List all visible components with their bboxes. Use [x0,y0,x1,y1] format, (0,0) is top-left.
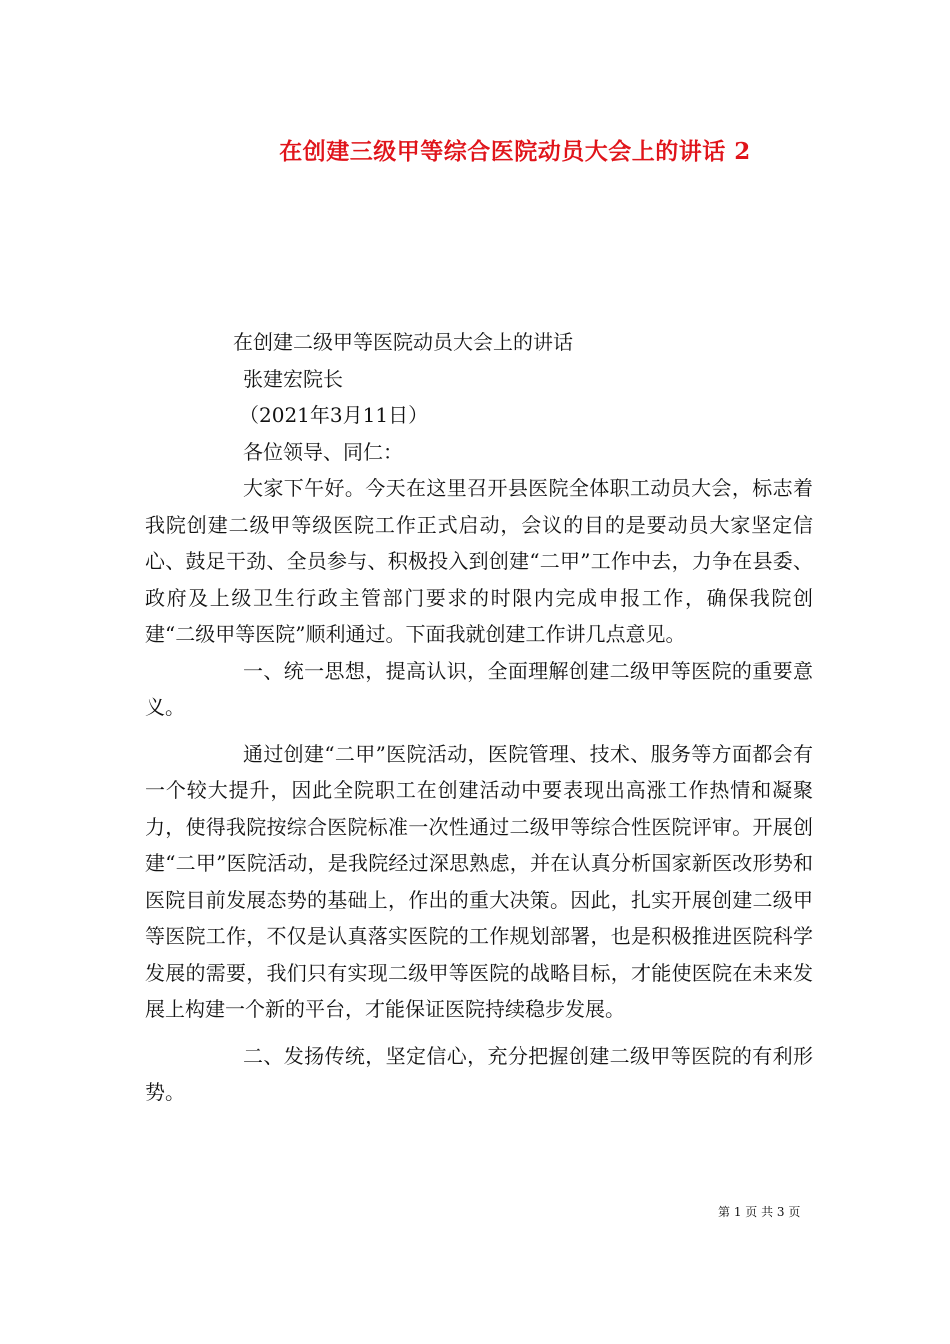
salutation: 各位领导、同仁： [243,439,403,464]
document-body [145,324,813,1111]
page-number: 第 1 页 共 3 页 [718,1205,801,1219]
speech-heading: 在创建二级甲等医院动员大会上的讲话 [233,330,573,354]
paragraph-section-two-heading: 二、发扬传统，坚定信心，充分把握创建二级甲等医院的有利形势。 [145,1043,813,1104]
paragraph-section-one-body: 通过创建“二甲”医院活动，医院管理、技术、服务等方面都会有一个较大提升，因此全院职工在创建活动中要表现出高涨工作热情和凝聚力，使得我院按综合医院标准一次性通过二级甲等综合性医院评审。开展创建“二甲”医院活动，是我院经过深思熟虑，并在认真分析国家新医改形势和医院目前发展态势的基础上，作出的重大决策。因此，扎实开展创建二级甲等医院工作，不仅是认真落实医院的工作规划部署，也是积极推进医院科学发展的需要，我们只有实现二级甲等医院的战略目标，才能使医院在未来发展上构建一个新的平台，才能保证医院持续稳步发展。 [145,741,813,1021]
speech-date: （2021年3月11日） [239,403,429,427]
document-title: 在创建三级甲等综合医院动员大会上的讲话 2 [279,138,751,165]
speaker-name: 张建宏院长 [243,366,343,391]
paragraph-section-one-heading: 一、统一思想，提高认识，全面理解创建二级甲等医院的重要意义。 [145,658,813,719]
paragraph-opening: 大家下午好。今天在这里召开县医院全体职工动员大会，标志着我院创建二级甲等级医院工作正式启动，会议的目的是要动员大家坚定信心、鼓足干劲、全员参与、积极投入到创建“二甲”工作中去，力争在县委、政府及上级卫生行政主管部门要求的时限内完成申报工作，确保我院创建“二级甲等医院”顺利通过。下面我就创建工作讲几点意见。 [145,476,813,646]
